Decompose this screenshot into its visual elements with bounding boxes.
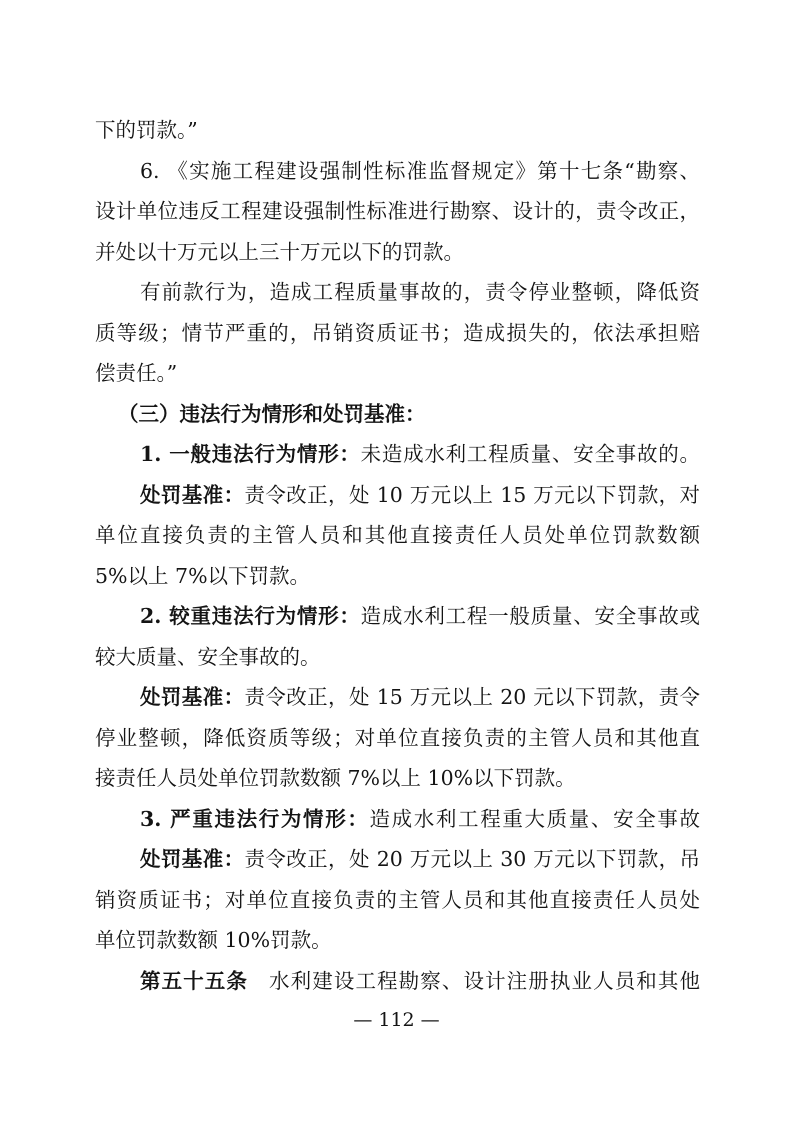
case-label: 2. 较重违法行为情形： [140,604,361,628]
section-heading-text: （三）违法行为情形和处罚基准： [118,401,426,426]
line-text: 未造成水利工程质量、安全事故的。 [360,442,700,466]
text-line: 销资质证书；对单位直接负责的主管人员和其他直接责任人员处 [95,887,700,912]
text-line [95,839,700,880]
text-line [95,799,700,840]
section-heading [95,394,700,435]
text-line: 5%以上 7%以下罚款。 [95,563,311,588]
line-text: 责令改正，处 20 万元以上 30 万元以下罚款，吊 [244,847,700,871]
text-line [95,434,700,475]
text-line: 偿责任。” [95,361,178,385]
text-line [95,596,700,637]
text-line: 较大质量、安全事故的。 [95,644,321,669]
text-line [95,677,700,718]
line-text: 责令改正，处 15 万元以上 20 元以下罚款，责令 [244,685,700,709]
text-line: 6. 《实施工程建设强制性标准监督规定》第十七条“勘察、 [140,158,700,183]
text-line: 并处以十万元以上三十万元以下的罚款。 [95,239,464,264]
penalty-label: 处罚基准： [140,847,245,871]
line-text: 水利建设工程勘察、设计注册执业人员和其他 [269,968,700,993]
text-line: 下的罚款。” [95,118,198,142]
text-line [95,475,700,516]
text-line: 停业整顿，降低资质等级；对单位直接负责的主管人员和其他直 [95,725,700,750]
case-label: 3. 严重违法行为情形： [140,806,370,831]
penalty-label: 处罚基准： [140,685,245,709]
page-number: — 112 — [353,1009,440,1031]
article-line [95,961,700,1002]
text-line: 单位罚款数额 10%罚款。 [95,928,332,952]
text-line: 有前款行为，造成工程质量事故的，责令停业整顿，降低资 [140,280,700,304]
line-text: 造成水利工程一般质量、安全事故或 [360,604,700,628]
text-line: 设计单位违反工程建设强制性标准进行勘察、设计的，责令改正， [95,199,700,223]
article-number: 第五十五条 [140,968,249,993]
case-label: 1. 一般违法行为情形： [140,442,361,466]
line-text: 责令改正，处 10 万元以上 15 万元以下罚款，对 [244,482,700,507]
text-line: 单位直接负责的主管人员和其他直接责任人员处单位罚款数额 [95,523,700,547]
document-body [95,110,700,1001]
text-line: 质等级；情节严重的，吊销资质证书；造成损失的，依法承担赔 [95,320,700,345]
line-text: 造成水利工程重大质量、安全事故 [369,806,700,831]
penalty-label: 处罚基准： [140,482,245,507]
text-line: 接责任人员处单位罚款数额 7%以上 10%以下罚款。 [95,766,576,790]
